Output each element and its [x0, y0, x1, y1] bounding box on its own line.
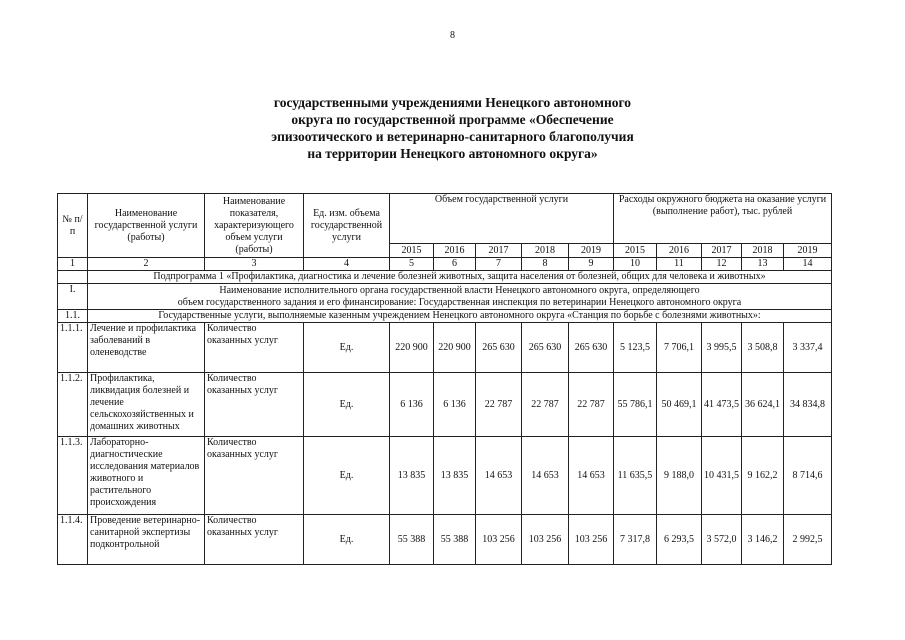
header-expenses: Расходы окружного бюджета на оказание услуги (выполнение работ), тыс. рублей: [614, 194, 832, 244]
volume-cell: 22 787: [522, 373, 569, 437]
year-cell: 2016: [657, 244, 702, 258]
expense-cell: 3 572,0: [702, 515, 742, 565]
row-service-name: Профилактика, ликвидация болезней и лечение сельскохозяйственных и домашних животных: [88, 373, 205, 437]
section-num: 1.1.: [58, 310, 88, 323]
expense-cell: 3 337,4: [784, 323, 832, 373]
col-number: 13: [742, 258, 784, 271]
row-indicator: Количество оказанных услуг: [205, 437, 304, 515]
header-indicator: Наименование показателя, характеризующего объем услуги (работы): [205, 194, 304, 258]
volume-cell: 22 787: [569, 373, 614, 437]
page-number: 8: [450, 30, 455, 41]
volume-cell: 55 388: [390, 515, 434, 565]
section-authority: [88, 284, 832, 310]
year-cell: 2019: [784, 244, 832, 258]
row-unit: Ед.: [304, 437, 390, 515]
volume-cell: 14 653: [476, 437, 522, 515]
volume-cell: 265 630: [522, 323, 569, 373]
volume-cell: 13 835: [434, 437, 476, 515]
col-number: 7: [476, 258, 522, 271]
title-line: государственными учреждениями Ненецкого автономного: [273, 95, 632, 110]
title-line: округа по государственной программе «Обеспечение: [291, 112, 614, 127]
row-unit: Ед.: [304, 373, 390, 437]
volume-cell: 103 256: [476, 515, 522, 565]
title-line: эпизоотического и ветеринарно-санитарного благополучия: [271, 129, 634, 144]
year-cell: 2015: [614, 244, 657, 258]
row-service-name: Проведение ветеринарно-санитарной экспертизы подконтрольной: [88, 515, 205, 565]
title-line: на территории Ненецкого автономного округа»: [307, 146, 598, 161]
volume-cell: 103 256: [522, 515, 569, 565]
expense-cell: 10 431,5: [702, 437, 742, 515]
row-num: 1.1.3.: [58, 437, 88, 515]
row-num: 1.1.4.: [58, 515, 88, 565]
col-number: 2: [88, 258, 205, 271]
expense-cell: 50 469,1: [657, 373, 702, 437]
expense-cell: 3 995,5: [702, 323, 742, 373]
expense-cell: 6 293,5: [657, 515, 702, 565]
row-service-name: Лечение и профилактика заболеваний в оленеводстве: [88, 323, 205, 373]
year-cell: 2019: [569, 244, 614, 258]
row-unit: Ед.: [304, 515, 390, 565]
expense-cell: 7 317,8: [614, 515, 657, 565]
header-volume: Объем государственной услуги: [390, 194, 614, 244]
expense-cell: 2 992,5: [784, 515, 832, 565]
year-cell: 2015: [390, 244, 434, 258]
row-unit: Ед.: [304, 323, 390, 373]
col-number: 9: [569, 258, 614, 271]
volume-cell: 14 653: [522, 437, 569, 515]
expense-cell: 5 123,5: [614, 323, 657, 373]
header-unit: Ед. изм. объема государственной услуги: [304, 194, 390, 258]
volume-cell: 265 630: [569, 323, 614, 373]
expense-cell: 55 786,1: [614, 373, 657, 437]
row-service-name: Лабораторно-диагностические исследования материалов животного и растительного происхождения: [88, 437, 205, 515]
section-institution: Государственные услуги, выполняемые казенным учреждением Ненецкого автономного округа «Станция по борьбе с болезнями животных»:: [88, 310, 832, 323]
row-indicator: Количество оказанных услуг: [205, 515, 304, 565]
year-cell: 2018: [522, 244, 569, 258]
col-number: 4: [304, 258, 390, 271]
volume-cell: 14 653: [569, 437, 614, 515]
volume-cell: 220 900: [390, 323, 434, 373]
col-number: 5: [390, 258, 434, 271]
header-service-name: Наименование государственной услуги (работы): [88, 194, 205, 258]
volume-cell: 103 256: [569, 515, 614, 565]
col-number: 6: [434, 258, 476, 271]
expense-cell: 9 162,2: [742, 437, 784, 515]
volume-cell: 13 835: [390, 437, 434, 515]
volume-cell: 6 136: [434, 373, 476, 437]
volume-cell: 220 900: [434, 323, 476, 373]
row-indicator: Количество оказанных услуг: [205, 373, 304, 437]
col-number: 10: [614, 258, 657, 271]
volume-cell: 6 136: [390, 373, 434, 437]
volume-cell: 265 630: [476, 323, 522, 373]
expense-cell: 3 146,2: [742, 515, 784, 565]
document-title: [0, 94, 905, 162]
year-cell: 2017: [702, 244, 742, 258]
expense-cell: 36 624,1: [742, 373, 784, 437]
section-line: объем государственного задания и его финансирование: Государственная инспекция по ветеринарии Ненецкого автономного округа: [177, 296, 742, 308]
col-number: 11: [657, 258, 702, 271]
header-num: № п/п: [58, 194, 88, 258]
volume-cell: 22 787: [476, 373, 522, 437]
expense-cell: 9 188,0: [657, 437, 702, 515]
subprogram-row: Подпрограмма 1 «Профилактика, диагностика и лечение болезней животных, защита населения от болезней, общих для человека и животных»: [88, 271, 832, 284]
volume-cell: 55 388: [434, 515, 476, 565]
col-number: 14: [784, 258, 832, 271]
expense-cell: 11 635,5: [614, 437, 657, 515]
col-number: 3: [205, 258, 304, 271]
expense-cell: 3 508,8: [742, 323, 784, 373]
col-number: 8: [522, 258, 569, 271]
col-number: 12: [702, 258, 742, 271]
section-line: Наименование исполнительного органа государственной власти Ненецкого автономного округа, определяющего: [219, 284, 700, 296]
expense-cell: 8 714,6: [784, 437, 832, 515]
section-num: I.: [58, 284, 88, 310]
row-num: 1.1.2.: [58, 373, 88, 437]
year-cell: 2018: [742, 244, 784, 258]
year-cell: 2016: [434, 244, 476, 258]
expense-cell: 7 706,1: [657, 323, 702, 373]
services-table: [57, 193, 832, 565]
expense-cell: 41 473,5: [702, 373, 742, 437]
year-cell: 2017: [476, 244, 522, 258]
expense-cell: 34 834,8: [784, 373, 832, 437]
row-num: 1.1.1.: [58, 323, 88, 373]
col-number: 1: [58, 258, 88, 271]
row-indicator: Количество оказанных услуг: [205, 323, 304, 373]
